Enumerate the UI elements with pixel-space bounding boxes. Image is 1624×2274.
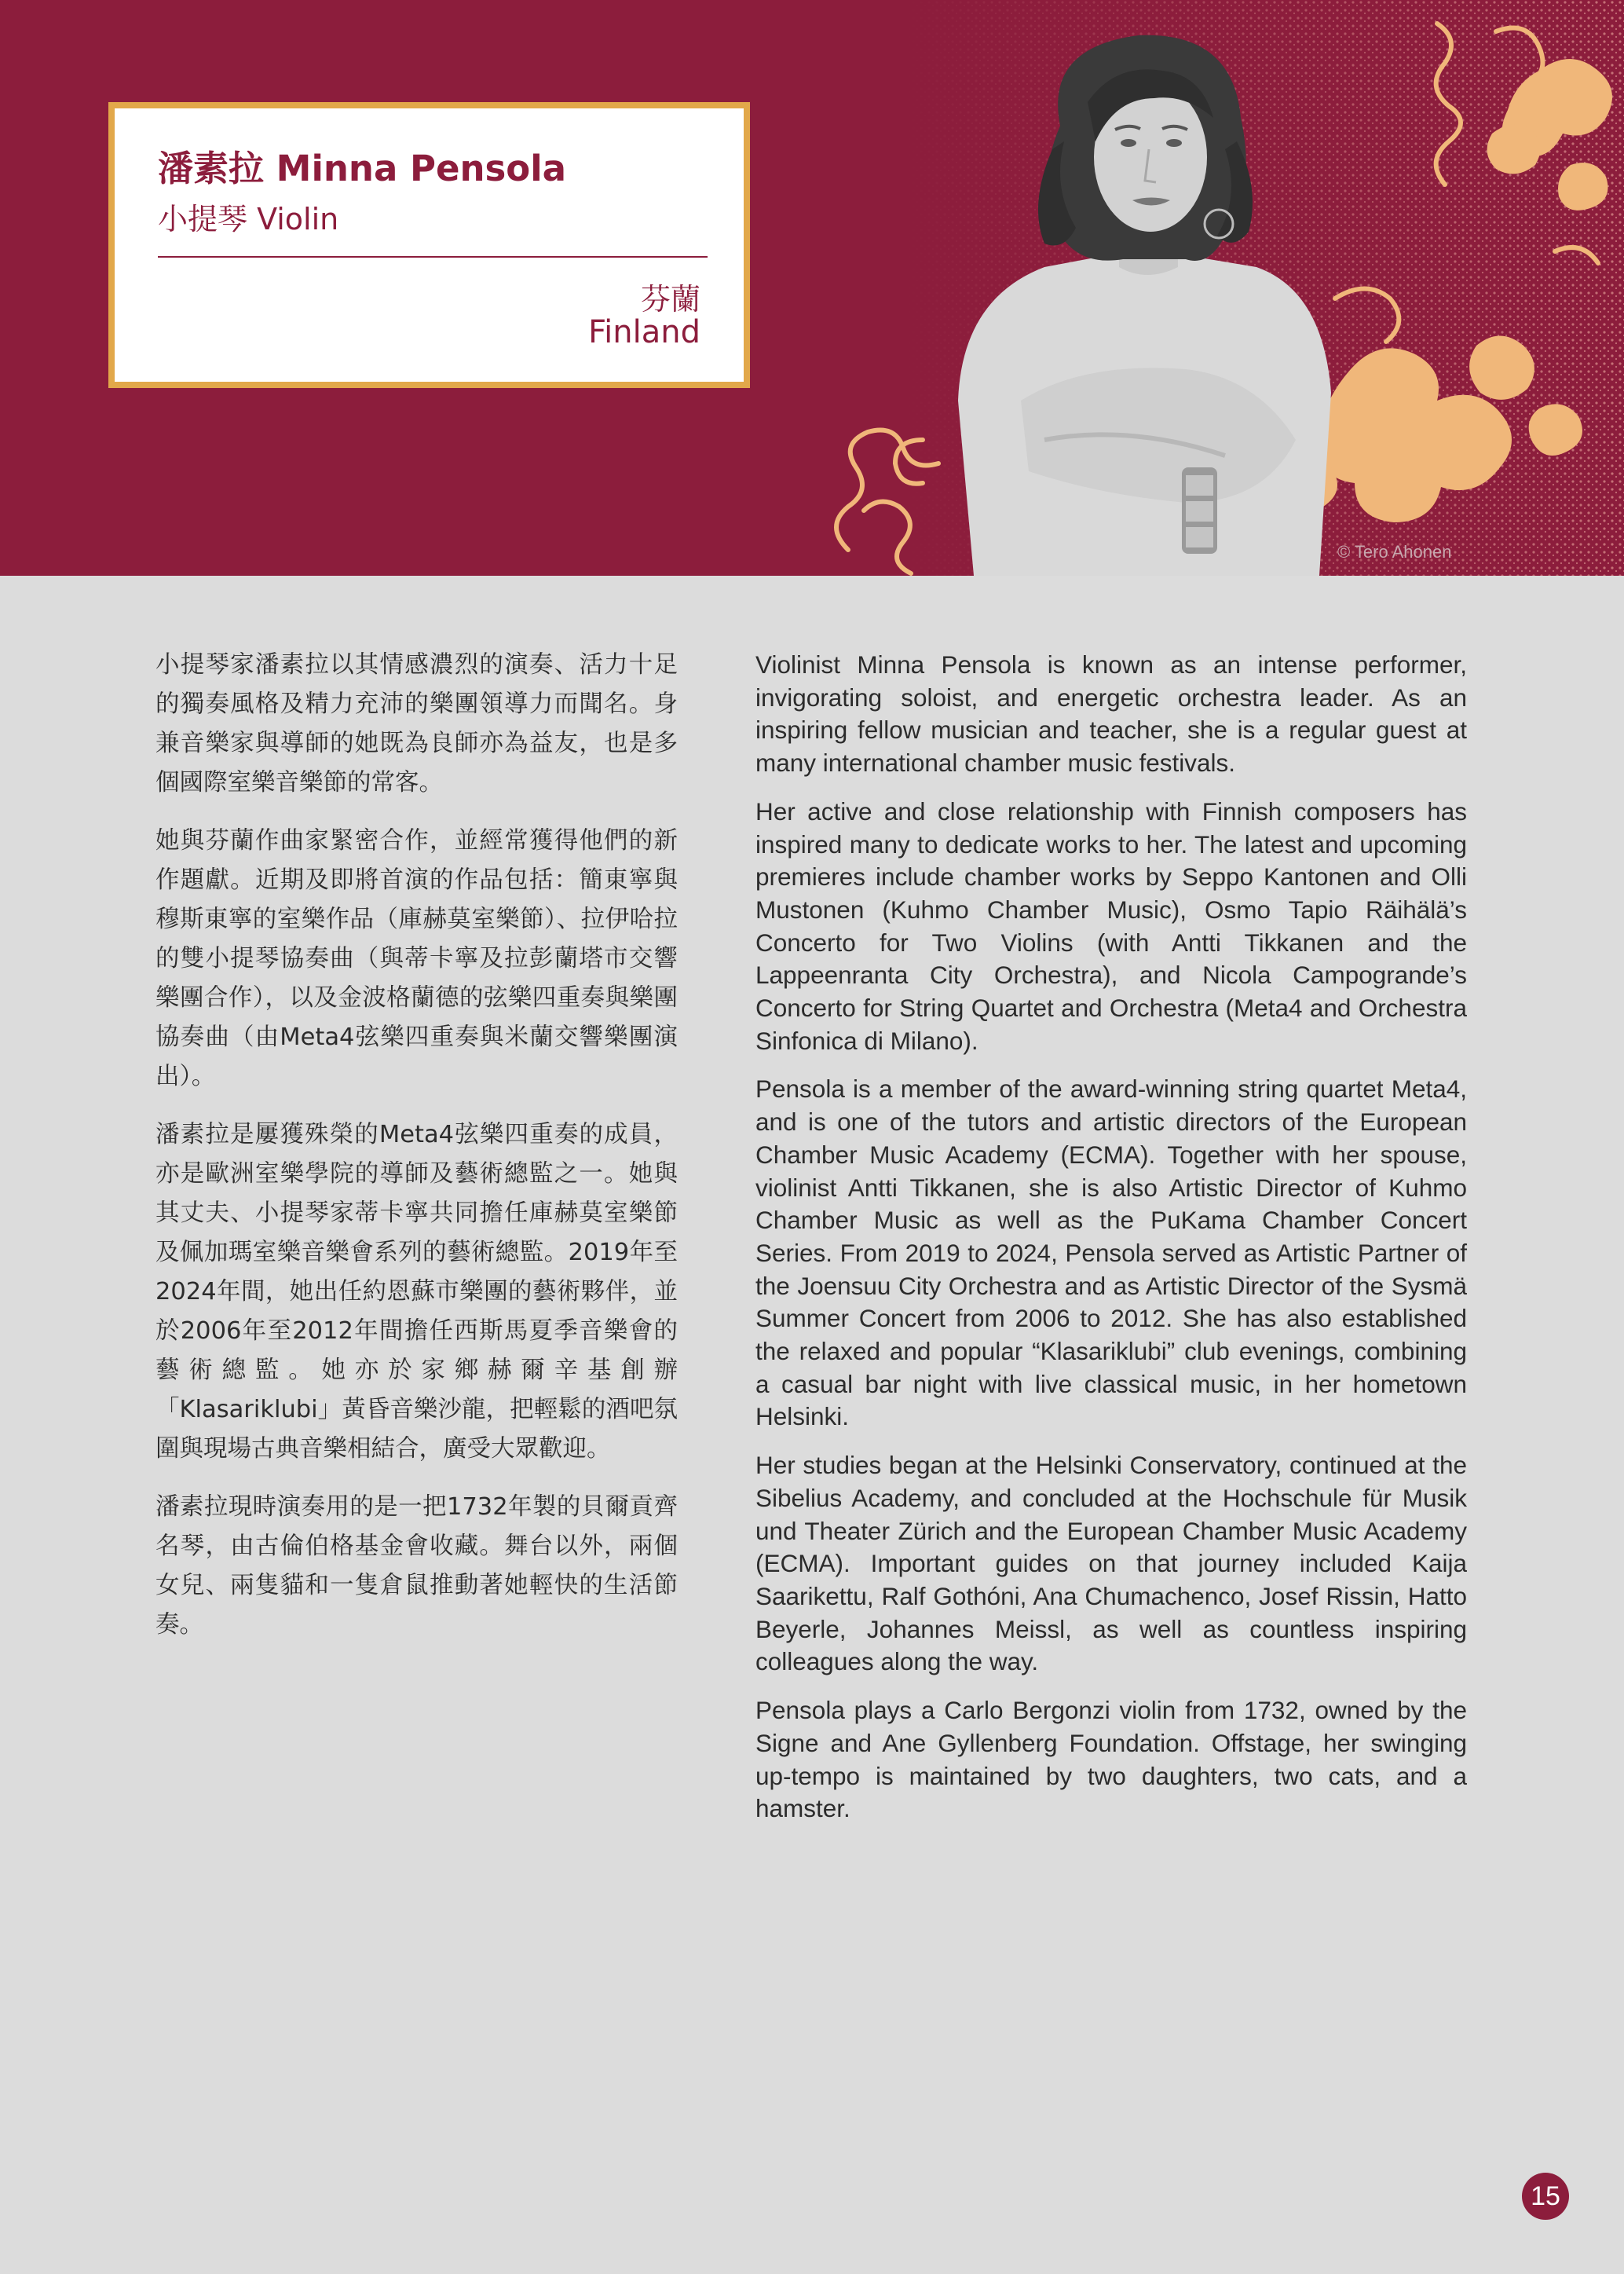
- artist-name: 潘素拉 Minna Pensola: [158, 148, 567, 189]
- paragraph-en-1: Violinist Minna Pensola is known as an intense performer, invigorating soloist, and energetic orchestra leader. As an inspiring fellow musician and teacher, she is a regular guest at many international chamber music festivals.: [755, 650, 1467, 778]
- paragraph-zh-3: 潘素拉是屢獲殊榮的Meta4弦樂四重奏的成員，亦是歐洲室樂學院的導師及藝術總監之一。她與其丈夫、小提琴家蒂卡寧共同擔任庫赫莫室樂節及佩加瑪室樂音樂會系列的藝術總監。2019年至2024年間，她出任約恩蘇市樂團的藝術夥伴，並於2006年至2012年間擔任西斯馬夏季音樂會的藝術總監。她亦於家鄉赫爾辛基創辦「Klasariklubi」黃昏音樂沙龍，把輕鬆的酒吧氛圍與現場古典音樂相結合，廣受大眾歡迎。: [155, 1121, 678, 1463]
- paragraph-en-4: Her studies began at the Helsinki Conservatory, continued at the Sibelius Academy, and concluded at the Hochschule für Musik und Theater Zürich and the European Chamber Music Academy (ECMA). Important guides on that journey included Kaija Saarikettu, Ralf Gothóni, Ana Chumachenco, Josef Rissin, Hatto Beyerle, Johannes Meissl, as well as countless inspiring colleagues along the way.: [755, 1451, 1467, 1676]
- name-card: [108, 102, 750, 388]
- instrument-label: 小提琴 Violin: [158, 202, 339, 236]
- header-banner: [0, 0, 1624, 576]
- photo-credit: © Tero Ahonen: [1337, 542, 1452, 562]
- paragraph-zh-4: 潘素拉現時演奏用的是一把1732年製的貝爾貢齊名琴，由古倫伯格基金會收藏。舞台以外，兩個女兒、兩隻貓和一隻倉鼠推動著她輕快的生活節奏。: [155, 1493, 678, 1639]
- country-zh: 芬蘭: [640, 282, 700, 317]
- biography-zh: [155, 646, 678, 1664]
- paragraph-en-3: Pensola is a member of the award-winning string quartet Meta4, and is one of the tutors and artistic directors of the European Chamber Music Academy (ECMA). Together with her spouse, violinist Antti Tikkanen, she is also Artistic Director of Kuhmo Chamber Music as well as the PuKama Chamber Concert Series. From 2019 to 2024, Pensola served as Artistic Partner of the Joensuu City Orchestra and as Artistic Director of the Sysmä Summer Concert from 2006 to 2012. She has also established the relaxed and popular “Klasariklubi” club evenings, combining a casual bar night with live classical music, in her hometown Helsinki.: [755, 1075, 1467, 1431]
- paragraph-zh-1: 小提琴家潘素拉以其情感濃烈的演奏、活力十足的獨奏風格及精力充沛的樂團領導力而聞名。身兼音樂家與導師的她既為良師亦為益友，也是多個國際室樂音樂節的常客。: [155, 651, 678, 796]
- country-en: Finland: [588, 314, 700, 350]
- portrait-photo: [927, 31, 1366, 576]
- paragraph-en-5: Pensola plays a Carlo Bergonzi violin from 1732, owned by the Signe and Ane Gyllenberg Foundation. Offstage, her swinging up-tempo is maintained by two daughters, two cats, and a hamster.: [755, 1696, 1467, 1823]
- biography-en: [755, 649, 1467, 1841]
- paragraph-zh-2: 她與芬蘭作曲家緊密合作，並經常獲得他們的新作題獻。近期及即將首演的作品包括：簡東寧與穆斯東寧的室樂作品（庫赫莫室樂節）、拉伊哈拉的雙小提琴協奏曲（與蒂卡寧及拉彭蘭塔市交響樂團合作），以及金波格蘭德的弦樂四重奏與樂團協奏曲（由Meta4弦樂四重奏與米蘭交響樂團演出）。: [155, 827, 678, 1090]
- page-number: 15: [1522, 2173, 1569, 2220]
- paragraph-en-2: Her active and close relationship with Finnish composers has inspired many to dedicate works to her. The latest and upcoming premieres include chamber works by Seppo Kantonen and Olli Mustonen (Kuhmo Chamber Music), Osmo Tapio Räihälä’s Concerto for Two Violins (with Antti Tikkanen and the Lappeenranta City Orchestra), and Nicola Campogrande’s Concerto for String Quartet and Orchestra (Meta4 and Orchestra Sinfonica di Milano).: [755, 796, 1467, 1055]
- divider: [158, 256, 708, 258]
